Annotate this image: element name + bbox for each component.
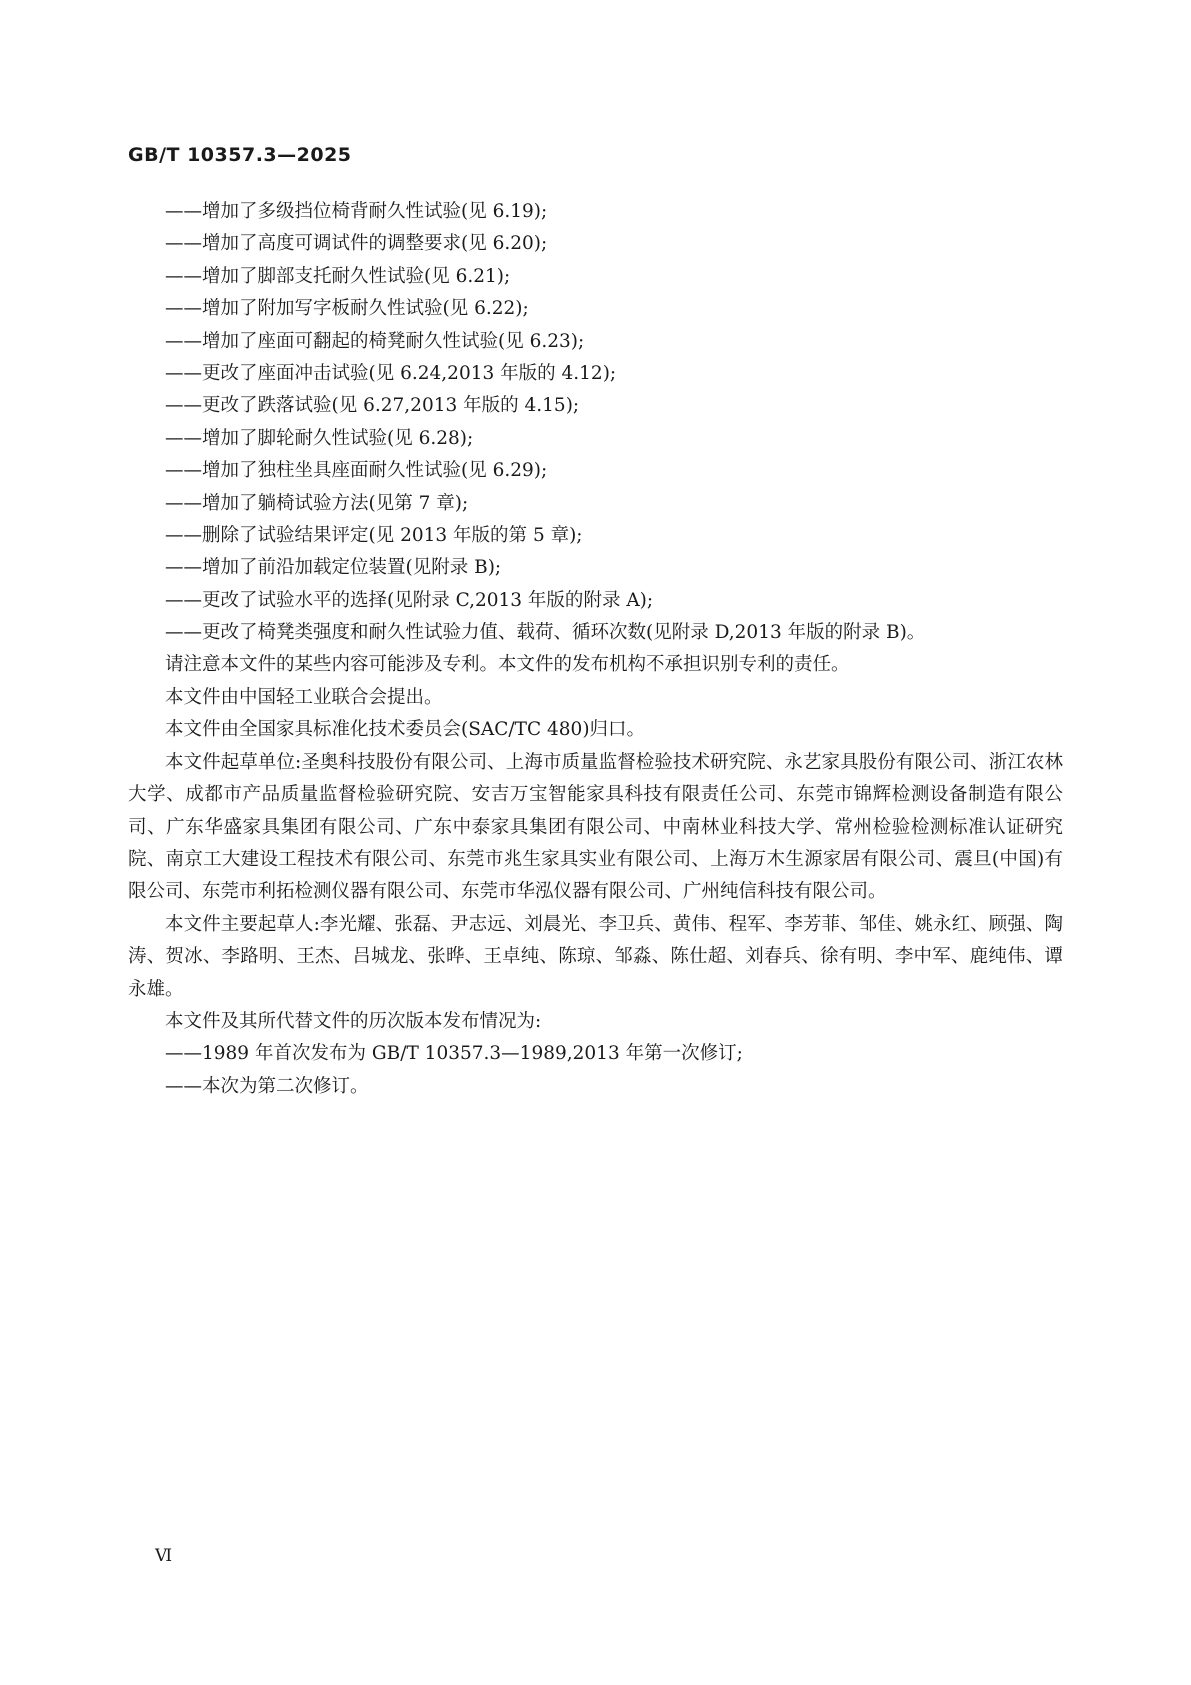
list-item: ——本次为第二次修订。 (165, 1075, 369, 1097)
list-item: ——更改了跌落试验(见 6.27,2013 年版的 4.15); (165, 395, 580, 417)
page-number: Ⅵ (155, 1546, 173, 1566)
list-item: ——增加了座面可翻起的椅凳耐久性试验(见 6.23); (165, 330, 585, 352)
list-item: ——1989 年首次发布为 GB/T 10357.3—1989,2013 年第一次修订; (165, 1043, 743, 1065)
list-item: ——更改了座面冲击试验(见 6.24,2013 年版的 4.12); (165, 362, 617, 384)
drafting-units: 本文件起草单位:圣奥科技股份有限公司、上海市质量监督检验技术研究院、永艺家具股份有限公司、浙江农林大学、成都市产品质量监督检验研究院、安吉万宝智能家具科技有限责任公司、东莞市锦辉检测设备制造有限公司、广东华盛家具集团有限公司、广东中泰家具集团有限公司、中南林业科技大学、常州检验检测标准认证研究院、南京工大建设工程技术有限公司、东莞市兆生家具实业有限公司、上海万木生源家居有限公司、震旦(中国)有限公司、东莞市利拓检测仪器有限公司、东莞市华泓仪器有限公司、广州纯信科技有限公司。 (128, 751, 1063, 903)
list-item: ——增加了前沿加载定位装置(见附录 B); (165, 557, 502, 579)
list-item: ——增加了独柱坐具座面耐久性试验(见 6.29); (165, 460, 548, 482)
main-drafters: 本文件主要起草人:李光耀、张磊、尹志远、刘晨光、李卫兵、黄伟、程军、李芳菲、邹佳、姚永红、顾强、陶涛、贺冰、李路明、王杰、吕城龙、张晔、王卓纯、陈琼、邹淼、陈仕超、刘春兵、徐有明、李中军、鹿纯伟、谭永雄。 (128, 913, 1063, 1000)
list-item: ——增加了附加写字板耐久性试验(见 6.22); (165, 298, 529, 320)
history-list (128, 1038, 1063, 1103)
administrator-statement: 本文件由全国家具标准化技术委员会(SAC/TC 480)归口。 (165, 719, 646, 741)
standard-code-header: GB/T 10357.3—2025 (128, 144, 352, 166)
list-item: ——更改了椅凳类强度和耐久性试验力值、载荷、循环次数(见附录 D,2013 年版的附录 B)。 (165, 622, 926, 644)
patent-notice: 请注意本文件的某些内容可能涉及专利。本文件的发布机构不承担识别专利的责任。 (165, 654, 850, 676)
list-item: ——增加了脚部支托耐久性试验(见 6.21); (165, 265, 511, 287)
proposer-statement: 本文件由中国轻工业联合会提出。 (165, 686, 443, 708)
list-item: ——增加了躺椅试验方法(见第 7 章); (165, 492, 469, 514)
changes-list (128, 196, 1063, 649)
list-item: ——增加了高度可调试件的调整要求(见 6.20); (165, 233, 548, 255)
history-intro: 本文件及其所代替文件的历次版本发布情况为: (165, 1010, 542, 1032)
list-item: ——更改了试验水平的选择(见附录 C,2013 年版的附录 A); (165, 589, 654, 611)
list-item: ——增加了多级挡位椅背耐久性试验(见 6.19); (165, 201, 548, 222)
list-item: ——增加了脚轮耐久性试验(见 6.28); (165, 427, 474, 449)
list-item: ——删除了试验结果评定(见 2013 年版的第 5 章); (165, 524, 583, 546)
foreword-body (128, 196, 1063, 1103)
